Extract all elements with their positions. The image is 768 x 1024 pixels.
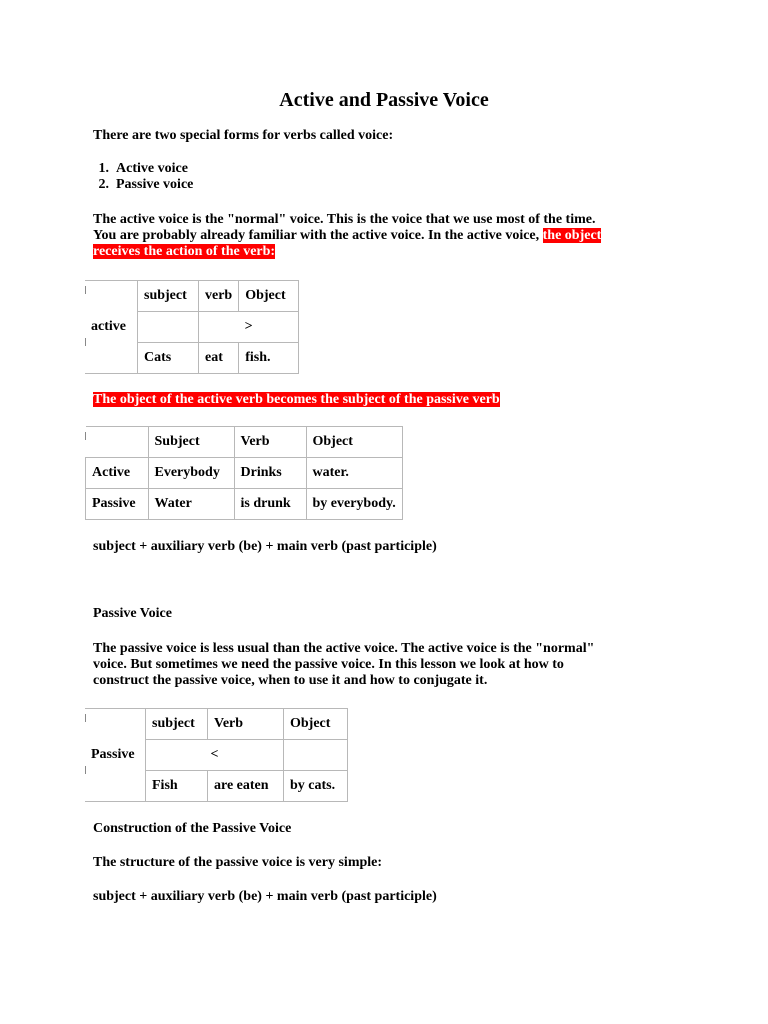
table-row: Passive Water is drunk by everybody. (86, 489, 403, 520)
table-header: Verb (208, 709, 284, 740)
formula-text: subject + auxiliary verb (be) + main verb (past participle) (93, 539, 437, 554)
page-title: Active and Passive Voice (279, 89, 489, 111)
voice-list (85, 161, 193, 193)
table-header: subject (146, 709, 208, 740)
table-header: Verb (234, 427, 306, 458)
table-cell: Fish (146, 771, 208, 802)
paragraph-active-voice: The active voice is the "normal" voice. This is the voice that we use most of the time. You are probably already familiar with the active voice. In the active voice, the object receives the action of the verb: (93, 212, 602, 259)
table-cell: are eaten (208, 771, 284, 802)
section-heading: Construction of the Passive Voice (93, 821, 292, 836)
table-header: Object (306, 427, 402, 458)
arrow-cell: > (199, 312, 299, 343)
table-header: Object (284, 709, 348, 740)
arrow-cell: < (146, 740, 284, 771)
table-cell: fish. (239, 343, 299, 374)
table-cell: by cats. (284, 771, 348, 802)
table-header: Object (239, 281, 299, 312)
table-header: subject (138, 281, 199, 312)
passive-structure-table (85, 708, 348, 802)
table-row-label: active (85, 281, 138, 374)
list-item: 2. Passive voice (98, 177, 194, 192)
formula-text: subject + auxiliary verb (be) + main verb (past participle) (93, 889, 437, 904)
paragraph-passive-voice: The passive voice is less usual than the active voice. The active voice is the "normal" voice. But sometimes we need the passive voice. In this lesson we look at how to construct the passive voice, when to use it and how to conjugate it. (93, 641, 595, 688)
table-row-label: Passive (85, 709, 146, 802)
list-item: 1. Active voice (98, 161, 188, 176)
table-header: verb (199, 281, 239, 312)
table-header: Subject (148, 427, 234, 458)
section-heading: Passive Voice (93, 606, 172, 621)
table-cell: eat (199, 343, 239, 374)
highlight-sentence: The object of the active verb becomes the subject of the passive verb (93, 392, 500, 407)
voice-comparison-table (85, 426, 403, 520)
highlight-text: receives the action of the verb: (93, 244, 276, 259)
highlight-text: the object (542, 228, 602, 243)
active-structure-table (85, 280, 299, 374)
intro-text: There are two special forms for verbs called voice: (93, 128, 394, 143)
table-row: Active Everybody Drinks water. (86, 458, 403, 489)
table-cell: Cats (138, 343, 199, 374)
structure-sentence: The structure of the passive voice is very simple: (93, 855, 383, 870)
